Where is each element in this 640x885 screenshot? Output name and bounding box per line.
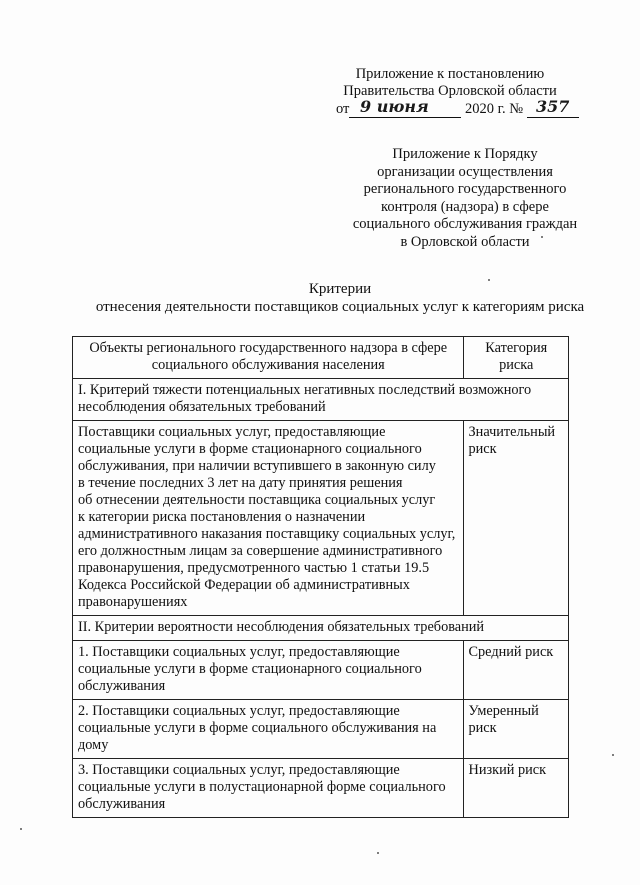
resolution-date-line xyxy=(336,97,606,120)
scan-speck xyxy=(541,236,543,238)
row-2-category: Средний риск xyxy=(463,641,569,700)
scan-speck xyxy=(20,828,22,830)
row-1-line: его должностным лицам за совершение административного xyxy=(78,543,443,559)
scan-speck xyxy=(377,852,379,854)
row-4-object xyxy=(73,759,464,818)
table-row xyxy=(73,641,569,700)
header-category-line: риска xyxy=(499,357,534,373)
table-header-row xyxy=(73,337,569,379)
document-title xyxy=(60,280,620,316)
table-row xyxy=(73,421,569,616)
row-1-category xyxy=(463,421,569,616)
date-field-tail xyxy=(439,100,461,118)
annex-resolution-header xyxy=(300,66,600,100)
row-3-line: социальные услуги в форме социального обслуживания на xyxy=(78,720,437,736)
date-field xyxy=(349,97,439,118)
section-1-line: несоблюдения обязательных требований xyxy=(78,399,326,415)
row-2-object xyxy=(73,641,464,700)
row-1-line: правонарушения, предусмотренного частью 1 статьи 19.5 xyxy=(78,560,430,576)
section-1-line: I. Критерий тяжести потенциальных негативных последствий возможного xyxy=(78,382,532,398)
row-1-line: обслуживания, при наличии вступившего в законную силу xyxy=(78,458,436,474)
annex-resolution-line: Правительства Орловской области xyxy=(343,83,557,99)
row-1-line: правонарушениях xyxy=(78,594,188,610)
handwritten-date: 9 июня xyxy=(360,97,429,116)
section-1-heading xyxy=(73,379,569,421)
row-2-line: социальные услуги в форме стационарного социального xyxy=(78,661,422,677)
row-1-line: об отнесении деятельности поставщика социальных услуг xyxy=(78,492,436,508)
date-prefix: от xyxy=(336,101,350,117)
row-3-category-line: риск xyxy=(468,720,497,736)
row-1-line: административного наказания поставщику социальных услуг, xyxy=(78,526,456,542)
row-4-line: 3. Поставщики социальных услуг, предоставляющие xyxy=(78,762,400,778)
number-field xyxy=(527,97,579,118)
title-line-1: Критерии xyxy=(308,281,372,297)
header-objects-line: Объекты регионального государственного надзора в сфере xyxy=(89,340,448,356)
year-number-label: 2020 г. № xyxy=(465,101,524,117)
row-1-category-line: риск xyxy=(468,441,497,457)
criteria-table xyxy=(72,336,569,818)
row-2-line: 1. Поставщики социальных услуг, предоставляющие xyxy=(78,644,400,660)
annex-procedure-header xyxy=(330,146,600,251)
section-2-row xyxy=(73,616,569,641)
header-category xyxy=(463,337,569,379)
table-row xyxy=(73,700,569,759)
row-3-category xyxy=(463,700,569,759)
handwritten-number: 357 xyxy=(535,97,570,116)
header-objects xyxy=(73,337,464,379)
section-1-row xyxy=(73,379,569,421)
row-3-object xyxy=(73,700,464,759)
table-row xyxy=(73,759,569,818)
row-2-line: обслуживания xyxy=(78,678,166,694)
row-1-object xyxy=(73,421,464,616)
row-1-line: Поставщики социальных услуг, предоставляющие xyxy=(78,424,386,440)
row-3-line: дому xyxy=(78,737,109,753)
row-3-category-line: Умеренный xyxy=(468,703,539,719)
row-1-line: Кодекса Российской Федерации об административных xyxy=(78,577,410,593)
row-1-line: социальные услуги в форме стационарного социального xyxy=(78,441,422,457)
section-2-heading: II. Критерии вероятности несоблюдения обязательных требований xyxy=(73,616,569,641)
header-objects-line: социального обслуживания населения xyxy=(151,357,385,373)
row-3-line: 2. Поставщики социальных услуг, предоставляющие xyxy=(78,703,400,719)
scan-speck xyxy=(612,754,614,756)
annex-procedure-line: Приложение к Порядку xyxy=(392,146,538,162)
annex-procedure-line: контроля (надзора) в сфере xyxy=(381,198,549,215)
row-1-line: к категории риска постановления о назначении xyxy=(78,509,366,525)
annex-procedure-line: организации осуществления xyxy=(377,163,553,180)
annex-procedure-line: регионального государственного xyxy=(363,181,567,197)
row-1-category-line: Значительный xyxy=(468,424,556,440)
row-4-line: социальные услуги в полустационарной форме социального xyxy=(78,779,446,795)
annex-resolution-line: Приложение к постановлению xyxy=(355,66,545,82)
header-category-line: Категория xyxy=(485,340,548,356)
row-4-category: Низкий риск xyxy=(463,759,569,818)
annex-procedure-line: в Орловской области xyxy=(400,233,530,250)
annex-procedure-line: социального обслуживания граждан xyxy=(352,216,578,232)
row-1-line: в течение последних 3 лет на дату принятия решения xyxy=(78,475,403,491)
scan-speck xyxy=(488,279,490,281)
row-4-line: обслуживания xyxy=(78,796,166,812)
title-line-2: отнесения деятельности поставщиков социальных услуг к категориям риска xyxy=(95,299,585,315)
